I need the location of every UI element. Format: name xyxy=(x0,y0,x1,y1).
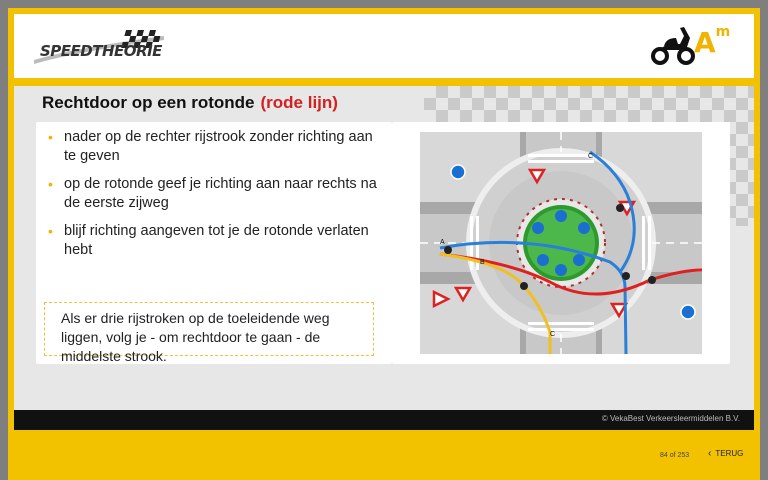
back-label: TERUG xyxy=(715,449,744,458)
copyright: © VekaBest Verkeersleermiddelen B.V. xyxy=(601,414,740,423)
title-highlight: (rode lijn) xyxy=(260,93,338,112)
speedtheorie-logo xyxy=(34,30,164,64)
text-panel xyxy=(36,122,392,364)
list-item: • nader op de rechter rijstrook zonder richting aan te geven xyxy=(44,128,384,166)
bullet-list xyxy=(44,128,384,269)
logo-text: SPEEDTHEORIE xyxy=(40,42,162,60)
label-c-bottom: C xyxy=(550,331,556,338)
navigation-bar xyxy=(0,430,768,480)
moped-icon xyxy=(650,24,696,66)
header xyxy=(14,14,754,78)
slide xyxy=(14,14,754,430)
back-button[interactable] xyxy=(708,448,743,459)
list-item: • blijf richting aangeven tot je de rotonde verlaten hebt xyxy=(44,222,384,260)
license-letter: A xyxy=(694,26,716,59)
label-b: B xyxy=(480,259,485,266)
image-panel xyxy=(392,122,730,364)
info-note: Als er drie rijstroken op de toeleidende weg liggen, volg je - om rechtdoor te gaan - de middelste strook. xyxy=(44,302,374,356)
chevron-left-icon: ‹ xyxy=(708,448,712,459)
content-area xyxy=(14,86,754,410)
roundabout-diagram xyxy=(420,132,702,354)
footer-band xyxy=(14,410,754,430)
title-text: Rechtdoor op een rotonde xyxy=(42,93,255,112)
license-sup: m xyxy=(715,24,731,40)
page-counter: 84 of 253 xyxy=(660,452,690,459)
page-title xyxy=(42,93,338,113)
label-a: A xyxy=(440,239,445,246)
license-category xyxy=(694,26,730,59)
list-item: • op de rotonde geef je richting aan naar rechts na de eerste zijweg xyxy=(44,175,384,213)
label-c: C xyxy=(588,153,594,160)
header-divider xyxy=(14,78,754,86)
